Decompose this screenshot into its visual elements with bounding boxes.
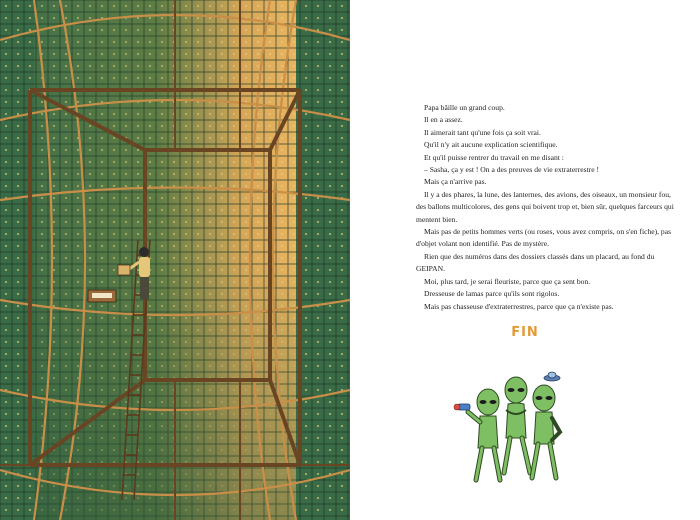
story-paragraph: Il en a assez. [424, 115, 463, 125]
story-paragraph: Il y a des phares, la lune, des lanternes, des avions, des oiseaux, un monsieur fou, des ballons multicolores, des gens qui boivent trop et, bien sûr, quelques farceurs qui mentent bien. [416, 189, 674, 224]
three-aliens-illustration [416, 368, 606, 488]
story-paragraph: Dresseuse de lamas parce qu'ils sont rigolos. [424, 289, 560, 299]
story-paragraph: Papa bâille un grand coup. [424, 103, 505, 112]
story-paragraph: Mais ça n'arrive pas. [424, 177, 487, 187]
story-paragraph: Et qu'il puisse rentrer du travail en me disant : [424, 152, 564, 162]
text-page [350, 0, 700, 520]
alien-left [454, 389, 500, 480]
alien-right [532, 385, 560, 478]
story-paragraph: Mais pas de petits hommes verts (ou roses, vous avez compris, on s'en fiche), pas d'objet volant non identifié. Pas de mystère. [416, 227, 672, 249]
flying-saucer-icon [544, 372, 560, 381]
story-paragraph: Rien que des numéros dans des dossiers classés dans un placard, au fond du GEIPAN. [416, 251, 655, 274]
story-paragraph: Mais pas chasseuse d'extraterrestres, parce que ça n'existe pas. [424, 301, 614, 311]
story-text [416, 102, 680, 313]
alien-middle [504, 377, 530, 473]
story-paragraph: Qu'il n'y ait aucune explication scientifique. [424, 140, 558, 150]
story-paragraph: – Sasha, ça y est ! On a des preuves de vie extraterrestre ! [424, 165, 600, 175]
story-paragraph: Moi, plus tard, je serai fleuriste, parce que ça sent bon. [424, 276, 591, 286]
story-paragraph: Il aimerait tant qu'une fois ça soit vrai. [424, 127, 541, 137]
end-mark: FIN [511, 325, 539, 340]
ray-gun-icon [454, 404, 470, 410]
